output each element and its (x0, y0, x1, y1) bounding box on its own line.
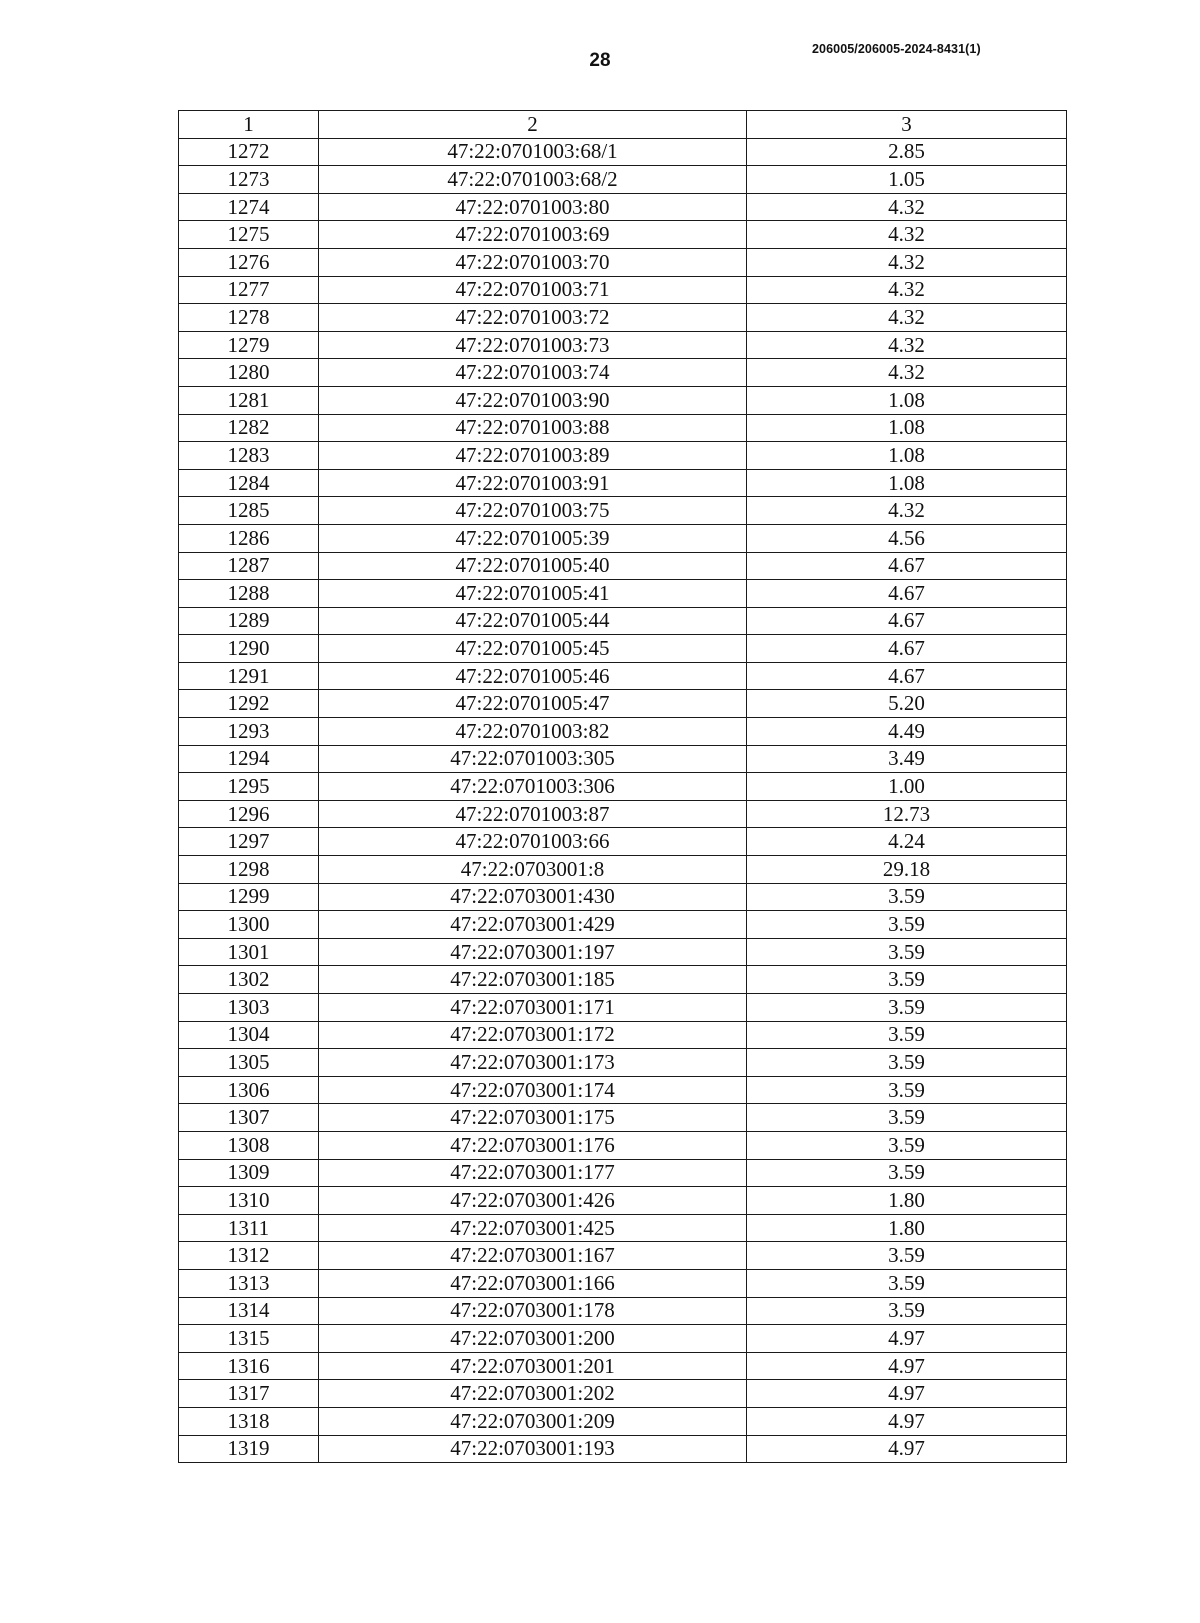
column-header: 1 (179, 111, 319, 139)
table-row (179, 276, 1067, 304)
cadastral-number-cell: 47:22:0703001:175 (319, 1104, 747, 1132)
cadastral-number-cell: 47:22:0701003:68/2 (319, 166, 747, 194)
table-row (179, 966, 1067, 994)
cadastral-number-cell: 47:22:0703001:173 (319, 1049, 747, 1077)
table-row (179, 828, 1067, 856)
table-row (179, 1269, 1067, 1297)
table-row (179, 1187, 1067, 1215)
value-cell: 4.49 (747, 718, 1067, 746)
cadastral-number-cell: 47:22:0701005:44 (319, 607, 747, 635)
value-cell: 4.97 (747, 1435, 1067, 1463)
cadastral-number-cell: 47:22:0701005:41 (319, 580, 747, 608)
row-number-cell: 1304 (179, 1021, 319, 1049)
table-row (179, 1131, 1067, 1159)
value-cell: 3.59 (747, 911, 1067, 939)
value-cell: 1.08 (747, 414, 1067, 442)
row-number-cell: 1301 (179, 938, 319, 966)
table-row (179, 138, 1067, 166)
value-cell: 1.80 (747, 1187, 1067, 1215)
value-cell: 3.59 (747, 883, 1067, 911)
table-row (179, 166, 1067, 194)
row-number-cell: 1288 (179, 580, 319, 608)
row-number-cell: 1281 (179, 386, 319, 414)
cadastral-number-cell: 47:22:0703001:193 (319, 1435, 747, 1463)
value-cell: 3.49 (747, 745, 1067, 773)
cadastral-number-cell: 47:22:0701003:80 (319, 193, 747, 221)
table-row (179, 580, 1067, 608)
row-number-cell: 1314 (179, 1297, 319, 1325)
row-number-cell: 1307 (179, 1104, 319, 1132)
value-cell: 3.59 (747, 1021, 1067, 1049)
cadastral-number-cell: 47:22:0701003:70 (319, 248, 747, 276)
cadastral-number-cell: 47:22:0701003:68/1 (319, 138, 747, 166)
cadastral-number-cell: 47:22:0701003:72 (319, 304, 747, 332)
cadastral-number-cell: 47:22:0703001:178 (319, 1297, 747, 1325)
value-cell: 4.97 (747, 1407, 1067, 1435)
cadastral-number-cell: 47:22:0703001:171 (319, 994, 747, 1022)
value-cell: 4.67 (747, 635, 1067, 663)
table-row (179, 414, 1067, 442)
value-cell: 1.08 (747, 469, 1067, 497)
cadastral-number-cell: 47:22:0703001:426 (319, 1187, 747, 1215)
table-row (179, 331, 1067, 359)
value-cell: 4.32 (747, 497, 1067, 525)
value-cell: 3.59 (747, 938, 1067, 966)
cadastral-number-cell: 47:22:0703001:209 (319, 1407, 747, 1435)
table-row (179, 911, 1067, 939)
value-cell: 4.32 (747, 331, 1067, 359)
row-number-cell: 1302 (179, 966, 319, 994)
row-number-cell: 1292 (179, 690, 319, 718)
cadastral-number-cell: 47:22:0701005:45 (319, 635, 747, 663)
cadastral-number-cell: 47:22:0701003:89 (319, 442, 747, 470)
table-row (179, 1104, 1067, 1132)
row-number-cell: 1312 (179, 1242, 319, 1270)
table-row (179, 497, 1067, 525)
data-table (178, 110, 1067, 1463)
table-row (179, 221, 1067, 249)
row-number-cell: 1303 (179, 994, 319, 1022)
row-number-cell: 1316 (179, 1352, 319, 1380)
table-row (179, 856, 1067, 884)
table-row (179, 193, 1067, 221)
table-row (179, 773, 1067, 801)
table-row (179, 718, 1067, 746)
row-number-cell: 1319 (179, 1435, 319, 1463)
row-number-cell: 1282 (179, 414, 319, 442)
value-cell: 4.32 (747, 359, 1067, 387)
value-cell: 5.20 (747, 690, 1067, 718)
value-cell: 1.00 (747, 773, 1067, 801)
row-number-cell: 1313 (179, 1269, 319, 1297)
cadastral-number-cell: 47:22:0703001:174 (319, 1076, 747, 1104)
row-number-cell: 1290 (179, 635, 319, 663)
row-number-cell: 1300 (179, 911, 319, 939)
cadastral-number-cell: 47:22:0701003:73 (319, 331, 747, 359)
cadastral-number-cell: 47:22:0703001:177 (319, 1159, 747, 1187)
value-cell: 3.59 (747, 1131, 1067, 1159)
value-cell: 1.08 (747, 442, 1067, 470)
cadastral-number-cell: 47:22:0703001:425 (319, 1214, 747, 1242)
row-number-cell: 1286 (179, 524, 319, 552)
value-cell: 4.97 (747, 1380, 1067, 1408)
cadastral-number-cell: 47:22:0701003:74 (319, 359, 747, 387)
table-row (179, 248, 1067, 276)
value-cell: 3.59 (747, 994, 1067, 1022)
cadastral-number-cell: 47:22:0703001:167 (319, 1242, 747, 1270)
value-cell: 1.80 (747, 1214, 1067, 1242)
cadastral-number-cell: 47:22:0701003:82 (319, 718, 747, 746)
table-row (179, 1407, 1067, 1435)
value-cell: 4.67 (747, 580, 1067, 608)
table-row (179, 386, 1067, 414)
table-row (179, 524, 1067, 552)
table-row (179, 1076, 1067, 1104)
row-number-cell: 1309 (179, 1159, 319, 1187)
value-cell: 1.05 (747, 166, 1067, 194)
value-cell: 3.59 (747, 1269, 1067, 1297)
table-row (179, 1380, 1067, 1408)
page-number: 28 (589, 50, 611, 71)
cadastral-number-cell: 47:22:0701003:90 (319, 386, 747, 414)
cadastral-number-cell: 47:22:0703001:200 (319, 1325, 747, 1353)
value-cell: 2.85 (747, 138, 1067, 166)
table-row (179, 690, 1067, 718)
table-header-row (179, 111, 1067, 139)
table-row (179, 552, 1067, 580)
table-body (179, 138, 1067, 1463)
cadastral-number-cell: 47:22:0701003:71 (319, 276, 747, 304)
value-cell: 3.59 (747, 1076, 1067, 1104)
table-row (179, 442, 1067, 470)
value-cell: 4.97 (747, 1352, 1067, 1380)
value-cell: 3.59 (747, 1104, 1067, 1132)
cadastral-number-cell: 47:22:0701003:66 (319, 828, 747, 856)
row-number-cell: 1284 (179, 469, 319, 497)
row-number-cell: 1287 (179, 552, 319, 580)
value-cell: 4.32 (747, 248, 1067, 276)
cadastral-number-cell: 47:22:0701005:40 (319, 552, 747, 580)
cadastral-number-cell: 47:22:0703001:197 (319, 938, 747, 966)
row-number-cell: 1276 (179, 248, 319, 276)
value-cell: 4.67 (747, 662, 1067, 690)
cadastral-number-cell: 47:22:0701005:47 (319, 690, 747, 718)
value-cell: 4.32 (747, 304, 1067, 332)
cadastral-number-cell: 47:22:0703001:201 (319, 1352, 747, 1380)
cadastral-number-cell: 47:22:0703001:172 (319, 1021, 747, 1049)
value-cell: 4.67 (747, 552, 1067, 580)
value-cell: 4.67 (747, 607, 1067, 635)
cadastral-number-cell: 47:22:0701003:91 (319, 469, 747, 497)
table-row (179, 883, 1067, 911)
value-cell: 1.08 (747, 386, 1067, 414)
cadastral-number-cell: 47:22:0703001:176 (319, 1131, 747, 1159)
row-number-cell: 1293 (179, 718, 319, 746)
row-number-cell: 1275 (179, 221, 319, 249)
table-row (179, 635, 1067, 663)
table-row (179, 304, 1067, 332)
table-row (179, 1297, 1067, 1325)
row-number-cell: 1317 (179, 1380, 319, 1408)
table-row (179, 1021, 1067, 1049)
row-number-cell: 1278 (179, 304, 319, 332)
cadastral-number-cell: 47:22:0703001:429 (319, 911, 747, 939)
row-number-cell: 1291 (179, 662, 319, 690)
row-number-cell: 1283 (179, 442, 319, 470)
cadastral-number-cell: 47:22:0701005:46 (319, 662, 747, 690)
table-row (179, 938, 1067, 966)
cadastral-number-cell: 47:22:0701003:88 (319, 414, 747, 442)
cadastral-number-cell: 47:22:0701003:87 (319, 800, 747, 828)
row-number-cell: 1306 (179, 1076, 319, 1104)
table-row (179, 1049, 1067, 1077)
value-cell: 3.59 (747, 966, 1067, 994)
row-number-cell: 1311 (179, 1214, 319, 1242)
row-number-cell: 1299 (179, 883, 319, 911)
value-cell: 3.59 (747, 1159, 1067, 1187)
row-number-cell: 1273 (179, 166, 319, 194)
value-cell: 4.97 (747, 1325, 1067, 1353)
row-number-cell: 1315 (179, 1325, 319, 1353)
value-cell: 12.73 (747, 800, 1067, 828)
table-row (179, 1159, 1067, 1187)
row-number-cell: 1297 (179, 828, 319, 856)
table-row (179, 359, 1067, 387)
table-row (179, 800, 1067, 828)
table-row (179, 1325, 1067, 1353)
cadastral-number-cell: 47:22:0703001:430 (319, 883, 747, 911)
cadastral-number-cell: 47:22:0703001:8 (319, 856, 747, 884)
value-cell: 4.56 (747, 524, 1067, 552)
value-cell: 4.32 (747, 276, 1067, 304)
value-cell: 3.59 (747, 1242, 1067, 1270)
cadastral-number-cell: 47:22:0701003:75 (319, 497, 747, 525)
table-row (179, 1214, 1067, 1242)
row-number-cell: 1272 (179, 138, 319, 166)
document-reference: 206005/206005-2024-8431(1) (812, 42, 981, 56)
cadastral-number-cell: 47:22:0701005:39 (319, 524, 747, 552)
value-cell: 3.59 (747, 1049, 1067, 1077)
cadastral-number-cell: 47:22:0701003:69 (319, 221, 747, 249)
cadastral-number-cell: 47:22:0701003:306 (319, 773, 747, 801)
row-number-cell: 1277 (179, 276, 319, 304)
row-number-cell: 1295 (179, 773, 319, 801)
cadastral-number-cell: 47:22:0701003:305 (319, 745, 747, 773)
value-cell: 4.32 (747, 221, 1067, 249)
value-cell: 4.24 (747, 828, 1067, 856)
row-number-cell: 1305 (179, 1049, 319, 1077)
table-row (179, 607, 1067, 635)
cadastral-number-cell: 47:22:0703001:185 (319, 966, 747, 994)
row-number-cell: 1296 (179, 800, 319, 828)
cadastral-number-cell: 47:22:0703001:166 (319, 1269, 747, 1297)
row-number-cell: 1308 (179, 1131, 319, 1159)
row-number-cell: 1285 (179, 497, 319, 525)
row-number-cell: 1318 (179, 1407, 319, 1435)
row-number-cell: 1298 (179, 856, 319, 884)
column-header: 2 (319, 111, 747, 139)
table-row (179, 1435, 1067, 1463)
value-cell: 3.59 (747, 1297, 1067, 1325)
table-row (179, 745, 1067, 773)
row-number-cell: 1294 (179, 745, 319, 773)
row-number-cell: 1279 (179, 331, 319, 359)
table-row (179, 662, 1067, 690)
table-row (179, 994, 1067, 1022)
column-header: 3 (747, 111, 1067, 139)
table-row (179, 469, 1067, 497)
row-number-cell: 1274 (179, 193, 319, 221)
table-row (179, 1352, 1067, 1380)
table-row (179, 1242, 1067, 1270)
cadastral-number-cell: 47:22:0703001:202 (319, 1380, 747, 1408)
row-number-cell: 1289 (179, 607, 319, 635)
row-number-cell: 1280 (179, 359, 319, 387)
row-number-cell: 1310 (179, 1187, 319, 1215)
value-cell: 4.32 (747, 193, 1067, 221)
value-cell: 29.18 (747, 856, 1067, 884)
